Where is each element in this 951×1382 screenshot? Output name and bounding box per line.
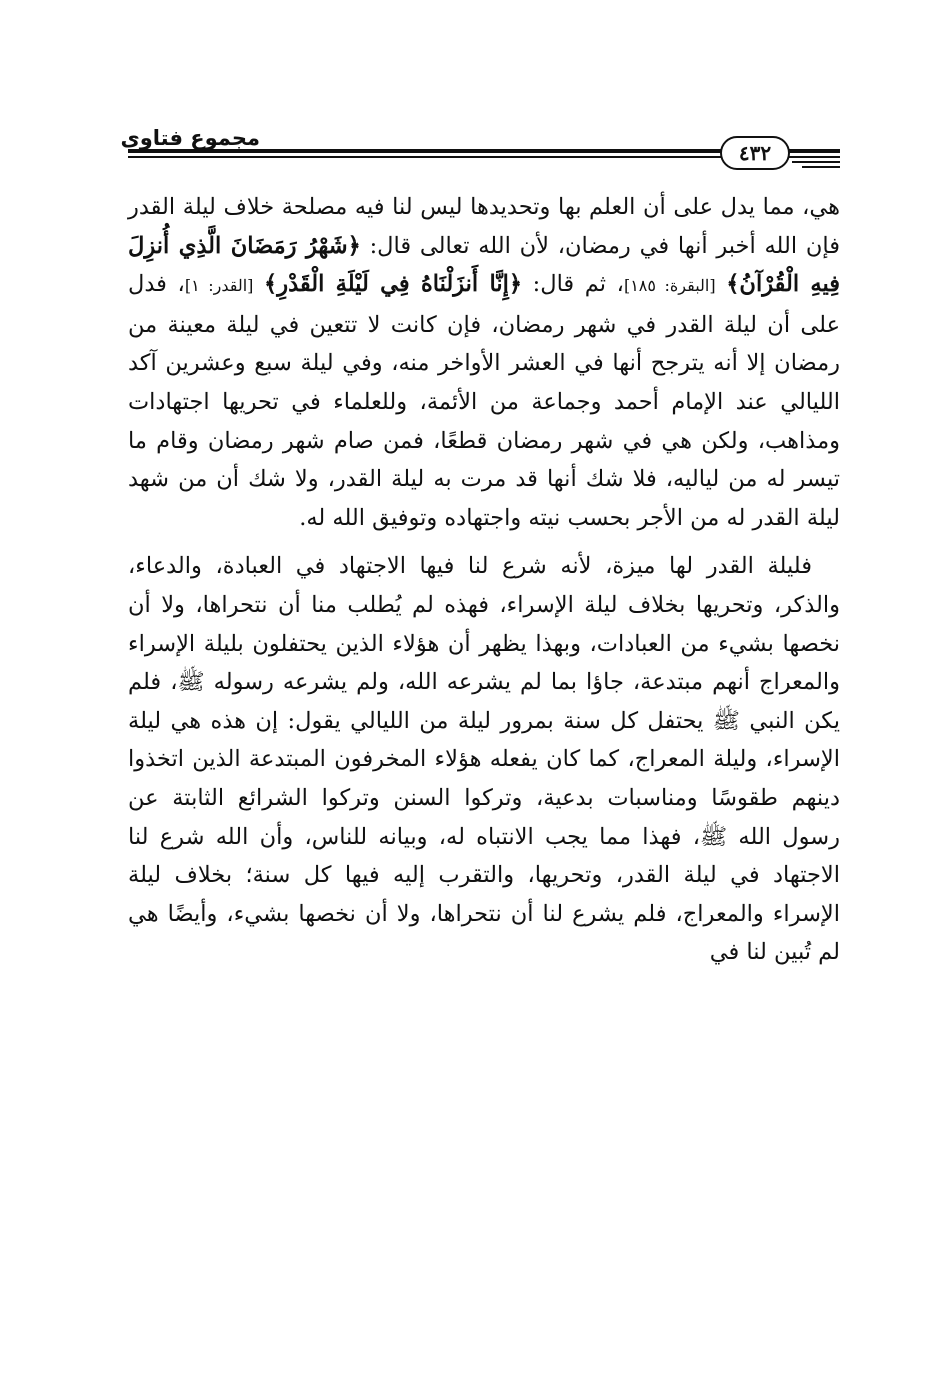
header-rule-short [792,161,840,163]
quran-verse: ﴿شَهْرُ رَمَضَانَ الَّذِي أُنزِلَ فِيهِ الْقُرْآنُ﴾ [128,232,841,298]
body-text [128,188,840,972]
quran-verse: ﴿إِنَّا أَنزَلْنَاهُ فِي لَيْلَةِ الْقَدْرِ﴾ [264,271,523,298]
text-segment: ، ثم قال: [532,271,624,298]
verse-reference: [القدر: ١] [184,276,254,296]
page-header [120,122,840,172]
header-rule-short [802,166,840,168]
page-number: ٤٣٢ [720,136,790,170]
paragraph [128,188,840,537]
text-segment: هي، مما يدل على أن العلم بها وتحديدها ليس لنا فيه مصلحة خلاف ليلة القدر فإن الله أخبر أنها في رمضان، لأن الله تعالى قال: [128,194,841,259]
paragraph: فليلة القدر لها ميزة، لأنه شرع لنا فيها الاجتهاد في العبادة، والدعاء، والذكر، وتحريها بخلاف ليلة الإسراء، فهذه لم يُطلب منا أن نتحراها، ولا أن نخصها بشيء من العبادات، وبهذا يظهر أن هؤلاء الذين يحتفلون بليلة الإسراء والمعراج أنهم مبتدعة، جاؤا بما لم يشرعه الله، ولم يشرعه رسوله ﷺ، فلم يكن النبي ﷺ يحتفل كل سنة بمرور ليلة من الليالي يقول: إن هذه هي ليلة الإسراء، وليلة المعراج، كما كان يفعله هؤلاء المخرفون المبتدعة الذين اتخذوا دينهم طقوسًا ومناسبات بدعية، وتركوا السنن وتركوا الشرائع الثابتة عن رسول الله ﷺ، فهذا مما يجب الانتباه له، وبيانه للناس، وأن الله شرع لنا الاجتهاد في ليلة القدر، وتحريها، والتقرب إليه فيها كل سنة؛ بخلاف ليلة الإسراء والمعراج، فلم يشرع لنا أن نتحراها، ولا أن نخصها بشيء، وأيضًا هي لم تُبين لنا في [128,553,840,966]
book-title: مجموع فتاوى [120,126,260,150]
text-segment: ، فدل على أن ليلة القدر في شهر رمضان، فإن كانت لا تتعين في ليلة معينة من رمضان إلا أنه يترجح أنها في العشر الأواخر منه، وفي ليلة سبع وعشرين آكد الليالي عند الإمام أحمد وجماعة من الأئمة، وللعلماء في تحريها اجتهادات ومذاهب، ولكن هي في شهر رمضان قطعًا، فمن صام شهر رمضان وقام ما تيسر له من لياليه، فلا شك أنها قد مرت به ليلة القدر، ولا شك أن من شهد ليلة القدر له من الأجر بحسب نيته واجتهاده وتوفيق الله له. [128,271,840,531]
verse-reference: [البقرة: ١٨٥] [623,276,716,296]
